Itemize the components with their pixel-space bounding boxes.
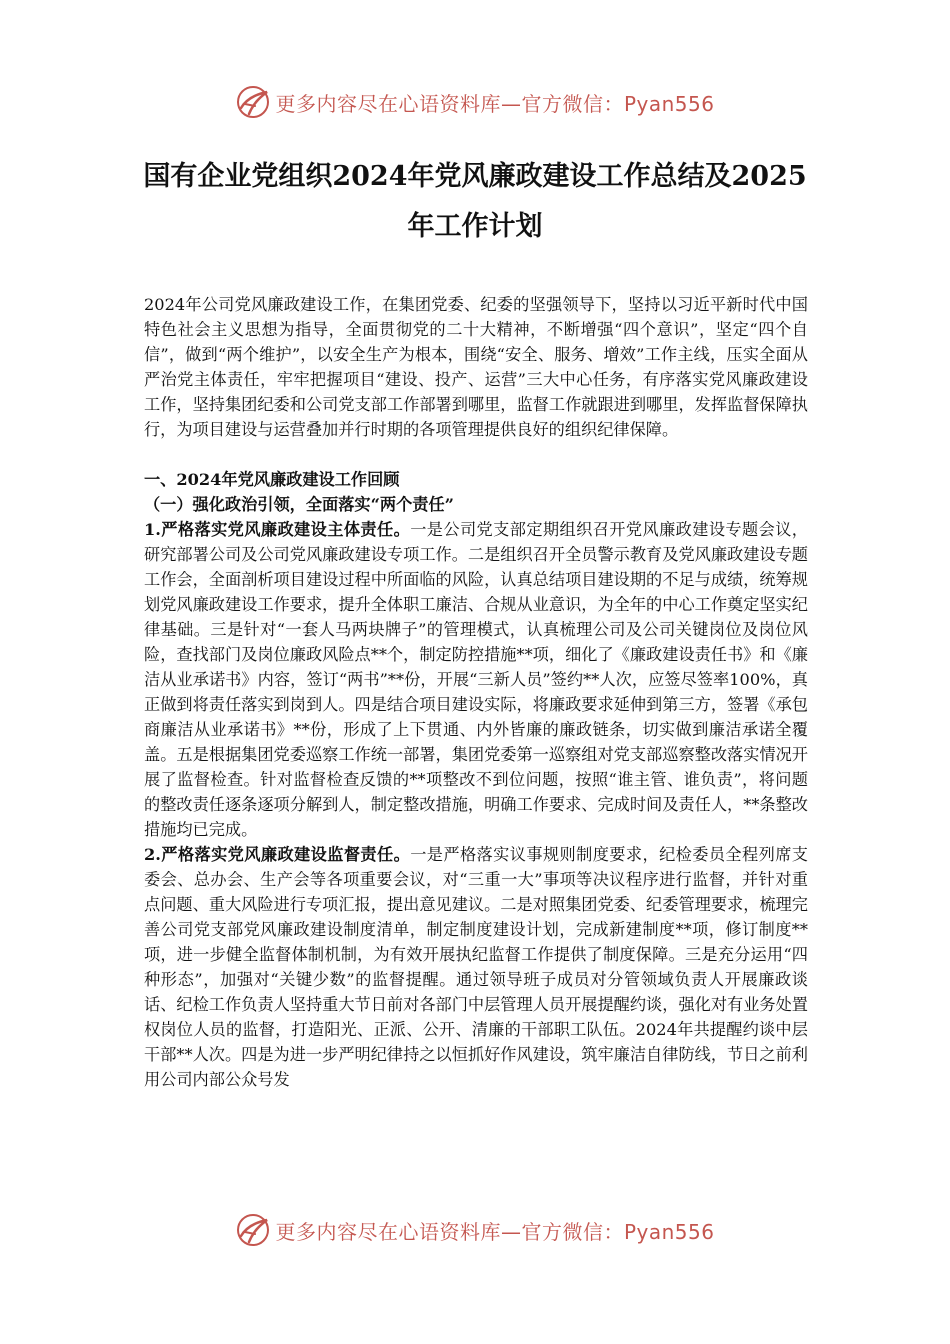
item-lead-2: 2.严格落实党风廉政建设监督责任。 (144, 845, 411, 864)
item-body-2: 一是严格落实议事规则制度要求，纪检委员全程列席支委会、总办会、生产会等各项重要会议，对“三重一大”事项等决议程序进行监督，并针对重点问题、重大风险进行专项汇报，提出意见建议。二是对照集团党委、纪委管理要求，梳理完善公司党支部党风廉政建设制度清单，制定制度建设计划，完成新建制度**项，修订制度**项，进一步健全监督体制机制，为有效开展执纪监督工作提供了制度保障。三是充分运用“四种形态”，加强对“关键少数”的监督提醒。通过领导班子成员对分管领域负责人开展廉政谈话、纪检工作负责人坚持重大节日前对各部门中层管理人员开展提醒约谈，强化对有业务处置权岗位人员的监督，打造阳光、正派、公开、清廉的干部职工队伍。2024年共提醒约谈中层干部**人次。四是为进一步严明纪律持之以恒抓好作风建设，筑牢廉洁自律防线，节日之前利用公司内部公众号发 (144, 845, 808, 1089)
watermark-header (0, 80, 950, 124)
item-paragraph-1 (144, 517, 808, 842)
watermark-footer (0, 1208, 950, 1252)
watermark-text: 更多内容尽在心语资料库—官方微信：Pyan556 (275, 1219, 715, 1244)
watermark-text: 更多内容尽在心语资料库—官方微信：Pyan556 (275, 91, 715, 116)
document-body (144, 292, 808, 1092)
subsection-heading: （一）强化政治引领，全面落实“两个责任” (144, 495, 454, 514)
intro-paragraph: 2024年公司党风廉政建设工作，在集团党委、纪委的坚强领导下，坚持以习近平新时代中国特色社会主义思想为指导，全面贯彻党的二十大精神，不断增强“四个意识”，坚定“四个自信”，做到“两个维护”，以安全生产为根本，围绕“安全、服务、增效”工作主线，压实全面从严治党主体责任，牢牢把握项目“建设、投产、运营”三大中心任务，有序落实党风廉政建设工作，坚持集团纪委和公司党支部工作部署到哪里，监督工作就跟进到哪里，发挥监督保障执行，为项目建设与运营叠加并行时期的各项管理提供良好的组织纪律保障。 (144, 295, 808, 439)
item-body-1: 一是公司党支部定期组织召开党风廉政建设专题会议，研究部署公司及公司党风廉政建设专项工作。二是组织召开全员警示教育及党风廉政建设专题工作会，全面剖析项目建设过程中所面临的风险，认真总结项目建设期的不足与成绩，统筹规划党风廉政建设工作要求，提升全体职工廉洁、合规从业意识，为全年的中心工作奠定坚实纪律基础。三是针对“一套人马两块牌子”的管理模式，认真梳理公司及公司关键岗位及岗位风险，查找部门及岗位廉政风险点**个，制定防控措施**项，细化了《廉政建设责任书》和《廉洁从业承诺书》内容，签订“两书”**份，开展“三新人员”签约**人次，应签尽签率100%，真正做到将责任落实到岗到人。四是结合项目建设实际，将廉政要求延伸到第三方，签署《承包商廉洁从业承诺书》**份，形成了上下贯通、内外皆廉的廉政链条，切实做到廉洁承诺全覆盖。五是根据集团党委巡察工作统一部署，集团党委第一巡察组对党支部巡察整改落实情况开展了监督检查。针对监督检查反馈的**项整改不到位问题，按照“谁主管、谁负责”，将问题的整改责任逐条逐项分解到人，制定整改措施，明确工作要求、完成时间及责任人，**条整改措施均已完成。 (144, 520, 808, 839)
library-logo-icon (235, 1212, 271, 1248)
document-title: 国有企业党组织2024年党风廉政建设工作总结及2025年工作计划 (143, 161, 807, 242)
item-lead-1: 1.严格落实党风廉政建设主体责任。 (144, 520, 411, 539)
paragraph-gap (144, 442, 808, 467)
section-heading: 一、2024年党风廉政建设工作回顾 (144, 470, 400, 489)
library-logo-icon (235, 84, 271, 120)
item-paragraph-2 (144, 842, 808, 1092)
